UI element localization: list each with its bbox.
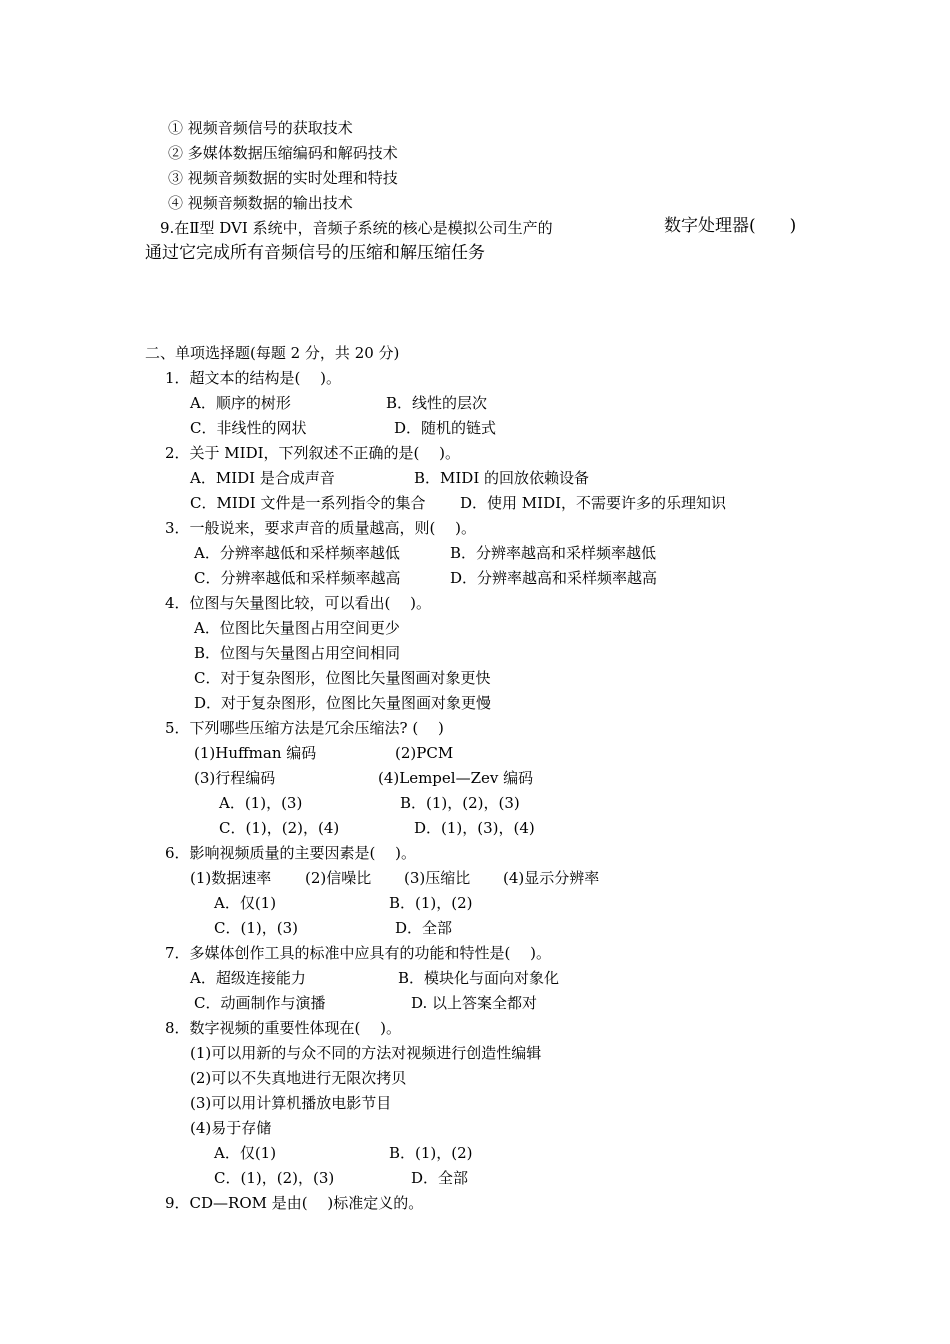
option-c: C．(1)，(3)	[214, 919, 298, 937]
option-d: D．分辨率越高和采样频率越高	[450, 569, 658, 587]
sub-item: (3)行程编码	[194, 769, 276, 787]
question-stem: 6．影响视频质量的主要因素是( )。	[165, 844, 417, 862]
option-d: D．使用 MIDI，不需要许多的乐理知识	[460, 494, 727, 512]
option-a: A．分辨率越低和采样频率越低	[194, 544, 400, 562]
option-d: D．对于复杂图形，位图比矢量图画对象更慢	[194, 694, 492, 712]
sub-item: (3)压缩比	[404, 869, 471, 887]
question-stem: 2．关于 MIDI，下列叙述不正确的是( )。	[165, 444, 461, 462]
option-a: A．位图比矢量图占用空间更少	[194, 619, 400, 637]
sub-item: (1)数据速率	[190, 869, 272, 887]
question-stem: 5．下列哪些压缩方法是冗余压缩法? ( )	[165, 719, 444, 737]
option-b: B．MIDI 的回放依赖设备	[414, 469, 590, 487]
question-9-top-stem: 9.在Ⅱ型 DVI 系统中，音频子系统的核心是模拟公司生产的	[160, 219, 553, 237]
question-stem: 7．多媒体创作工具的标准中应具有的功能和特性是( )。	[165, 944, 552, 962]
option-d: D. 以上答案全都对	[411, 994, 538, 1012]
question-stem: 4．位图与矢量图比较，可以看出( )。	[165, 594, 432, 612]
option-c: C．(1)，(2)，(4)	[219, 819, 340, 837]
list-item: ① 视频音频信号的获取技术	[168, 119, 353, 137]
option-d: D．(1)，(3)，(4)	[414, 819, 535, 837]
sub-item: (2)信噪比	[305, 869, 372, 887]
option-c: C．动画制作与演播	[194, 994, 326, 1012]
sub-item: (2)可以不失真地进行无限次拷贝	[190, 1069, 407, 1087]
option-a: A．仅(1)	[214, 1144, 277, 1162]
option-b: B．模块化与面向对象化	[398, 969, 560, 987]
question-stem: 3．一般说来，要求声音的质量越高，则( )。	[165, 519, 477, 537]
option-d: D．随机的链式	[394, 419, 497, 437]
sub-item: (4)显示分辨率	[503, 869, 600, 887]
option-c: C．对于复杂图形，位图比矢量图画对象更快	[194, 669, 491, 687]
question-9-top-blank: 数字处理器( )	[664, 216, 797, 236]
option-d: D．全部	[395, 919, 453, 937]
list-item: ③ 视频音频数据的实时处理和特技	[168, 169, 398, 187]
option-c: C．非线性的网状	[190, 419, 307, 437]
option-c: C．(1)，(2)，(3)	[214, 1169, 335, 1187]
option-d: D．全部	[411, 1169, 469, 1187]
option-a: A．MIDI 是合成声音	[190, 469, 335, 487]
sub-item: (3)可以用计算机播放电影节目	[190, 1094, 392, 1112]
option-b: B．分辨率越高和采样频率越低	[450, 544, 657, 562]
option-c: C．分辨率越低和采样频率越高	[194, 569, 401, 587]
question-stem: 9．CD—ROM 是由( )标准定义的。	[165, 1194, 424, 1212]
list-item: ④ 视频音频数据的输出技术	[168, 194, 353, 212]
sub-item: (2)PCM	[395, 744, 454, 762]
list-item: ② 多媒体数据压缩编码和解码技术	[168, 144, 398, 162]
option-a: A．顺序的树形	[190, 394, 291, 412]
option-c: C．MIDI 文件是一系列指令的集合	[190, 494, 426, 512]
question-9-top-continuation: 通过它完成所有音频信号的压缩和解压缩任务	[145, 243, 485, 263]
sub-item: (1)可以用新的与众不同的方法对视频进行创造性编辑	[190, 1044, 542, 1062]
option-a: A．仅(1)	[214, 894, 277, 912]
question-stem: 8．数字视频的重要性体现在( )。	[165, 1019, 402, 1037]
option-b: B．线性的层次	[386, 394, 488, 412]
sub-item: (4)Lempel—Zev 编码	[378, 769, 534, 787]
option-b: B．位图与矢量图占用空间相同	[194, 644, 401, 662]
sub-item: (4)易于存储	[190, 1119, 272, 1137]
option-b: B．(1)，(2)，(3)	[400, 794, 520, 812]
section-title: 二、单项选择题(每题 2 分，共 20 分)	[145, 344, 400, 362]
option-a: A．(1)，(3)	[219, 794, 303, 812]
question-stem: 1．超文本的结构是( )。	[165, 369, 342, 387]
option-a: A．超级连接能力	[190, 969, 306, 987]
option-b: B．(1)，(2)	[389, 894, 473, 912]
option-b: B．(1)，(2)	[389, 1144, 473, 1162]
sub-item: (1)Huffman 编码	[194, 744, 317, 762]
